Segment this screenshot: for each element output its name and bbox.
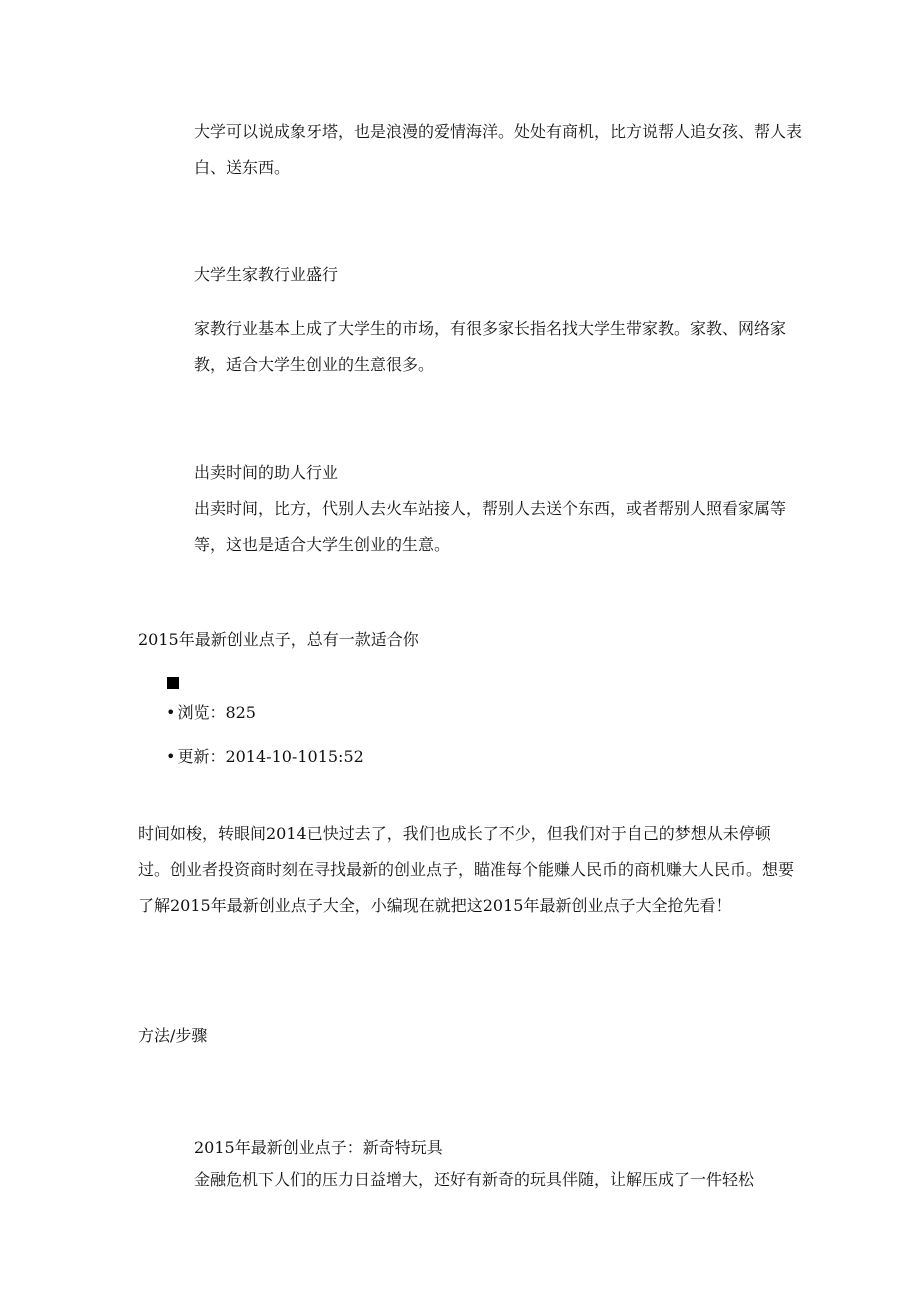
article-title: 2015年最新创业点子，总有一款适合你: [138, 630, 419, 649]
square-bullet-icon: [167, 677, 179, 689]
bullet-icon: •: [166, 703, 176, 722]
bullet-icon: •: [166, 747, 176, 766]
step1-text: 金融危机下人们的压力日益增大，还好有新奇的玩具伴随，让解压成了一件轻松: [194, 1170, 755, 1189]
step1-heading: 2015年最新创业点子：新奇特玩具: [194, 1138, 443, 1157]
heading-tutoring: 大学生家教行业盛行: [194, 265, 339, 284]
paragraph-time-selling: 出卖时间，比方，代别人去火车站接人，帮别人去送个东西，或者帮别人照看家属等等，这也是适合大学生创业的生意。: [194, 499, 787, 554]
heading-time-selling: 出卖时间的助人行业: [194, 463, 339, 482]
views-meta: [166, 701, 256, 725]
views-label: 浏览：825: [177, 703, 256, 722]
paragraph-campus-opportunities: 大学可以说成象牙塔，也是浪漫的爱情海洋。处处有商机，比方说帮人追女孩、帮人表白、送东西。: [194, 122, 803, 177]
updated-label: 更新：2014-10-1015:52: [177, 747, 364, 766]
article-intro: 时间如梭，转眼间2014已快过去了，我们也成长了不少，但我们对于自己的梦想从未停顿过。创业者投资商时刻在寻找最新的创业点子，瞄准每个能赚人民币的商机赚大人民币。想要了解2015年最新创业点子大全，小编现在就把这2015年最新创业点子大全抢先看！: [138, 824, 795, 915]
updated-meta: [166, 745, 364, 769]
paragraph-tutoring: 家教行业基本上成了大学生的市场，有很多家长指名找大学生带家教。家教、网络家教，适合大学生创业的生意很多。: [194, 319, 787, 374]
method-heading: 方法/步骤: [138, 1026, 208, 1045]
